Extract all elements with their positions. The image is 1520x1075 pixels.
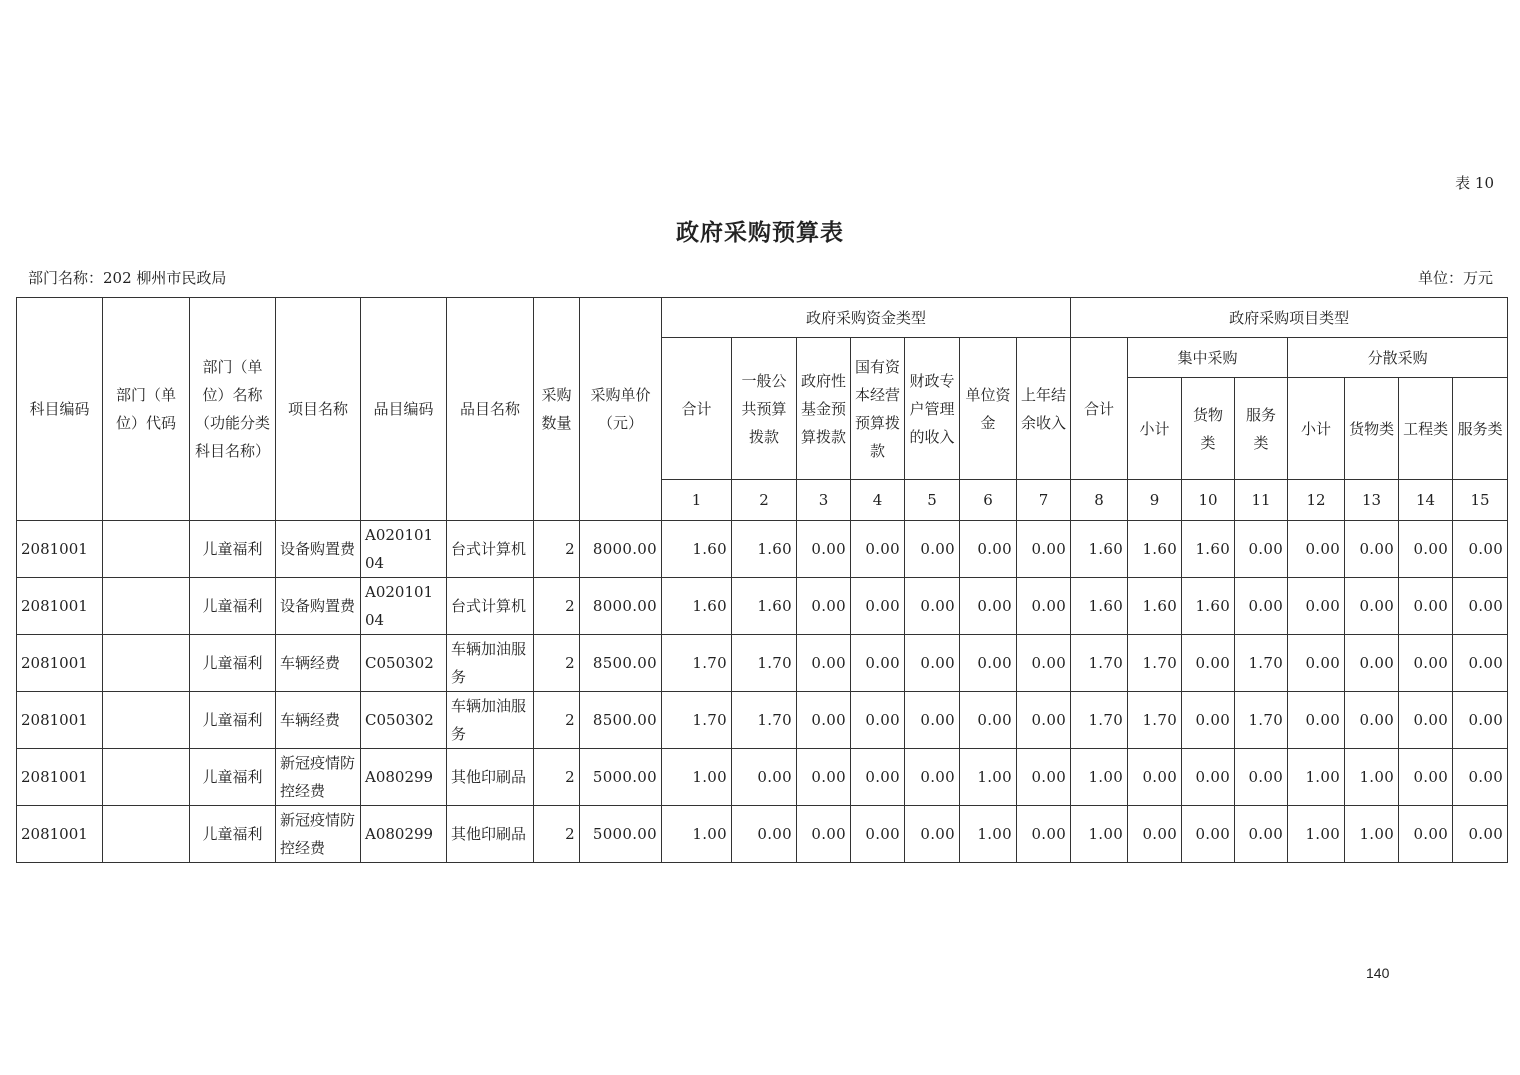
cell-dept-name: 儿童福利 <box>190 635 276 692</box>
cell-amount-9: 1.60 <box>1128 578 1182 635</box>
cell-amount-13: 0.00 <box>1345 635 1399 692</box>
cell-amount-6: 0.00 <box>960 635 1017 692</box>
cell-subject-code: 2081001 <box>17 806 103 863</box>
header-c-service: 服务类 <box>1235 378 1288 480</box>
unit-label: 单位：万元 <box>1417 269 1493 287</box>
header-fund-type-group: 政府采购资金类型 <box>662 298 1071 338</box>
cell-item-code: A080299 <box>361 806 447 863</box>
cell-amount-6: 1.00 <box>960 749 1017 806</box>
cell-unit-price: 8000.00 <box>580 521 662 578</box>
cell-dept-name: 儿童福利 <box>190 578 276 635</box>
cell-amount-15: 0.00 <box>1453 635 1508 692</box>
cell-amount-9: 1.60 <box>1128 521 1182 578</box>
cell-amount-11: 0.00 <box>1235 749 1288 806</box>
cell-amount-1: 1.00 <box>662 749 732 806</box>
cell-amount-3: 0.00 <box>797 749 851 806</box>
header-dept-code: 部门（单位）代码 <box>103 298 190 521</box>
cell-amount-2: 0.00 <box>732 749 797 806</box>
table-row <box>17 578 1508 635</box>
col-number: 14 <box>1399 480 1453 521</box>
header-state-capital: 国有资本经营预算拨款 <box>851 338 905 480</box>
header-prior-balance: 上年结余收入 <box>1017 338 1071 480</box>
col-number: 1 <box>662 480 732 521</box>
cell-amount-12: 0.00 <box>1288 692 1345 749</box>
cell-amount-1: 1.60 <box>662 521 732 578</box>
cell-quantity: 2 <box>534 692 580 749</box>
cell-amount-3: 0.00 <box>797 578 851 635</box>
col-number: 3 <box>797 480 851 521</box>
cell-amount-12: 0.00 <box>1288 521 1345 578</box>
cell-project-name: 车辆经费 <box>276 635 361 692</box>
header-d-service: 服务类 <box>1453 378 1508 480</box>
header-unit-fund: 单位资金 <box>960 338 1017 480</box>
cell-amount-1: 1.00 <box>662 806 732 863</box>
cell-amount-7: 0.00 <box>1017 521 1071 578</box>
cell-amount-11: 0.00 <box>1235 578 1288 635</box>
cell-amount-9: 1.70 <box>1128 635 1182 692</box>
table-row <box>17 521 1508 578</box>
header-general-budget: 一般公共预算拨款 <box>732 338 797 480</box>
cell-project-name: 新冠疫情防控经费 <box>276 749 361 806</box>
cell-project-name: 设备购置费 <box>276 521 361 578</box>
cell-amount-1: 1.70 <box>662 635 732 692</box>
cell-amount-13: 0.00 <box>1345 578 1399 635</box>
cell-subject-code: 2081001 <box>17 578 103 635</box>
cell-amount-7: 0.00 <box>1017 578 1071 635</box>
cell-amount-4: 0.00 <box>851 635 905 692</box>
header-c-goods: 货物类 <box>1182 378 1235 480</box>
cell-amount-14: 0.00 <box>1399 521 1453 578</box>
cell-amount-6: 0.00 <box>960 692 1017 749</box>
cell-dept-name: 儿童福利 <box>190 521 276 578</box>
cell-dept-code <box>103 578 190 635</box>
cell-amount-2: 0.00 <box>732 806 797 863</box>
cell-amount-4: 0.00 <box>851 692 905 749</box>
cell-amount-7: 0.00 <box>1017 749 1071 806</box>
cell-item-name: 车辆加油服务 <box>447 635 534 692</box>
cell-amount-5: 0.00 <box>905 806 960 863</box>
cell-amount-11: 0.00 <box>1235 521 1288 578</box>
cell-item-name: 车辆加油服务 <box>447 692 534 749</box>
header-item-name: 品目名称 <box>447 298 534 521</box>
cell-amount-8: 1.70 <box>1071 635 1128 692</box>
col-number: 11 <box>1235 480 1288 521</box>
cell-quantity: 2 <box>534 578 580 635</box>
header-dept-name: 部门（单位）名称（功能分类科目名称） <box>190 298 276 521</box>
cell-item-name: 其他印刷品 <box>447 749 534 806</box>
cell-amount-4: 0.00 <box>851 521 905 578</box>
table-row <box>17 692 1508 749</box>
cell-project-name: 设备购置费 <box>276 578 361 635</box>
cell-dept-name: 儿童福利 <box>190 692 276 749</box>
cell-amount-3: 0.00 <box>797 692 851 749</box>
cell-amount-7: 0.00 <box>1017 692 1071 749</box>
header-dispersed: 分散采购 <box>1288 338 1508 378</box>
cell-item-code: A080299 <box>361 749 447 806</box>
cell-amount-4: 0.00 <box>851 749 905 806</box>
cell-amount-12: 1.00 <box>1288 806 1345 863</box>
page-number: 140 <box>1366 965 1390 981</box>
col-number: 8 <box>1071 480 1128 521</box>
cell-amount-10: 0.00 <box>1182 806 1235 863</box>
cell-amount-9: 0.00 <box>1128 749 1182 806</box>
cell-dept-name: 儿童福利 <box>190 806 276 863</box>
cell-dept-name: 儿童福利 <box>190 749 276 806</box>
cell-amount-3: 0.00 <box>797 806 851 863</box>
cell-amount-10: 0.00 <box>1182 749 1235 806</box>
cell-amount-3: 0.00 <box>797 635 851 692</box>
cell-item-code: C050302 <box>361 692 447 749</box>
cell-amount-9: 0.00 <box>1128 806 1182 863</box>
cell-quantity: 2 <box>534 521 580 578</box>
col-number: 9 <box>1128 480 1182 521</box>
cell-amount-14: 0.00 <box>1399 749 1453 806</box>
cell-amount-4: 0.00 <box>851 806 905 863</box>
cell-amount-6: 0.00 <box>960 578 1017 635</box>
cell-amount-2: 1.60 <box>732 521 797 578</box>
cell-amount-2: 1.60 <box>732 578 797 635</box>
cell-dept-code <box>103 806 190 863</box>
cell-project-name: 新冠疫情防控经费 <box>276 806 361 863</box>
cell-amount-8: 1.60 <box>1071 578 1128 635</box>
cell-amount-10: 0.00 <box>1182 635 1235 692</box>
header-project-type-group: 政府采购项目类型 <box>1071 298 1508 338</box>
cell-dept-code <box>103 521 190 578</box>
cell-amount-10: 0.00 <box>1182 692 1235 749</box>
cell-dept-code <box>103 692 190 749</box>
cell-amount-1: 1.60 <box>662 578 732 635</box>
header-project-total: 合计 <box>1071 338 1128 480</box>
cell-amount-11: 0.00 <box>1235 806 1288 863</box>
col-number: 13 <box>1345 480 1399 521</box>
col-number: 6 <box>960 480 1017 521</box>
cell-amount-13: 0.00 <box>1345 692 1399 749</box>
cell-quantity: 2 <box>534 635 580 692</box>
cell-subject-code: 2081001 <box>17 749 103 806</box>
cell-dept-code <box>103 635 190 692</box>
col-number: 12 <box>1288 480 1345 521</box>
cell-amount-5: 0.00 <box>905 692 960 749</box>
cell-amount-1: 1.70 <box>662 692 732 749</box>
cell-dept-code <box>103 749 190 806</box>
page-title: 政府采购预算表 <box>676 219 844 246</box>
cell-amount-15: 0.00 <box>1453 521 1508 578</box>
header-item-code: 品目编码 <box>361 298 447 521</box>
cell-amount-14: 0.00 <box>1399 806 1453 863</box>
table-row <box>17 635 1508 692</box>
cell-amount-12: 1.00 <box>1288 749 1345 806</box>
col-number: 4 <box>851 480 905 521</box>
cell-amount-13: 1.00 <box>1345 806 1399 863</box>
cell-amount-7: 0.00 <box>1017 635 1071 692</box>
cell-amount-14: 0.00 <box>1399 578 1453 635</box>
cell-amount-10: 1.60 <box>1182 578 1235 635</box>
cell-amount-14: 0.00 <box>1399 692 1453 749</box>
col-number: 10 <box>1182 480 1235 521</box>
cell-amount-11: 1.70 <box>1235 692 1288 749</box>
cell-amount-2: 1.70 <box>732 692 797 749</box>
cell-amount-13: 0.00 <box>1345 521 1399 578</box>
header-subject-code: 科目编码 <box>17 298 103 521</box>
header-gov-fund: 政府性基金预算拨款 <box>797 338 851 480</box>
col-number: 2 <box>732 480 797 521</box>
cell-unit-price: 5000.00 <box>580 806 662 863</box>
col-number: 5 <box>905 480 960 521</box>
cell-quantity: 2 <box>534 749 580 806</box>
cell-amount-8: 1.00 <box>1071 806 1128 863</box>
cell-amount-7: 0.00 <box>1017 806 1071 863</box>
cell-project-name: 车辆经费 <box>276 692 361 749</box>
cell-amount-15: 0.00 <box>1453 692 1508 749</box>
cell-item-code: A02010104 <box>361 578 447 635</box>
department-name: 部门名称：202 柳州市民政局 <box>28 269 227 287</box>
procurement-budget-table <box>16 297 1508 863</box>
cell-amount-12: 0.00 <box>1288 635 1345 692</box>
cell-amount-6: 0.00 <box>960 521 1017 578</box>
cell-amount-8: 1.00 <box>1071 749 1128 806</box>
cell-item-name: 其他印刷品 <box>447 806 534 863</box>
col-number: 7 <box>1017 480 1071 521</box>
table-body <box>17 521 1508 863</box>
cell-amount-6: 1.00 <box>960 806 1017 863</box>
cell-amount-2: 1.70 <box>732 635 797 692</box>
cell-amount-14: 0.00 <box>1399 635 1453 692</box>
cell-subject-code: 2081001 <box>17 635 103 692</box>
cell-subject-code: 2081001 <box>17 521 103 578</box>
header-c-subtotal: 小计 <box>1128 378 1182 480</box>
cell-unit-price: 8000.00 <box>580 578 662 635</box>
header-project-name: 项目名称 <box>276 298 361 521</box>
col-number: 15 <box>1453 480 1508 521</box>
cell-amount-15: 0.00 <box>1453 806 1508 863</box>
table-number: 表 10 <box>1455 174 1494 192</box>
cell-amount-13: 1.00 <box>1345 749 1399 806</box>
cell-unit-price: 8500.00 <box>580 692 662 749</box>
cell-item-code: A02010104 <box>361 521 447 578</box>
cell-amount-11: 1.70 <box>1235 635 1288 692</box>
cell-amount-5: 0.00 <box>905 578 960 635</box>
cell-amount-5: 0.00 <box>905 749 960 806</box>
cell-subject-code: 2081001 <box>17 692 103 749</box>
cell-unit-price: 8500.00 <box>580 635 662 692</box>
cell-amount-15: 0.00 <box>1453 578 1508 635</box>
table-row <box>17 806 1508 863</box>
cell-item-code: C050302 <box>361 635 447 692</box>
cell-item-name: 台式计算机 <box>447 578 534 635</box>
header-d-goods: 货物类 <box>1345 378 1399 480</box>
cell-amount-5: 0.00 <box>905 521 960 578</box>
header-unit-price: 采购单价（元） <box>580 298 662 521</box>
cell-amount-8: 1.70 <box>1071 692 1128 749</box>
header-quantity: 采购数量 <box>534 298 580 521</box>
cell-amount-12: 0.00 <box>1288 578 1345 635</box>
header-d-engineering: 工程类 <box>1399 378 1453 480</box>
cell-amount-5: 0.00 <box>905 635 960 692</box>
cell-amount-9: 1.70 <box>1128 692 1182 749</box>
header-fund-total: 合计 <box>662 338 732 480</box>
header-fiscal-account: 财政专户管理的收入 <box>905 338 960 480</box>
cell-quantity: 2 <box>534 806 580 863</box>
cell-amount-10: 1.60 <box>1182 521 1235 578</box>
cell-unit-price: 5000.00 <box>580 749 662 806</box>
cell-item-name: 台式计算机 <box>447 521 534 578</box>
cell-amount-8: 1.60 <box>1071 521 1128 578</box>
header-centralized: 集中采购 <box>1128 338 1288 378</box>
cell-amount-4: 0.00 <box>851 578 905 635</box>
table-row <box>17 749 1508 806</box>
cell-amount-3: 0.00 <box>797 521 851 578</box>
header-d-subtotal: 小计 <box>1288 378 1345 480</box>
cell-amount-15: 0.00 <box>1453 749 1508 806</box>
